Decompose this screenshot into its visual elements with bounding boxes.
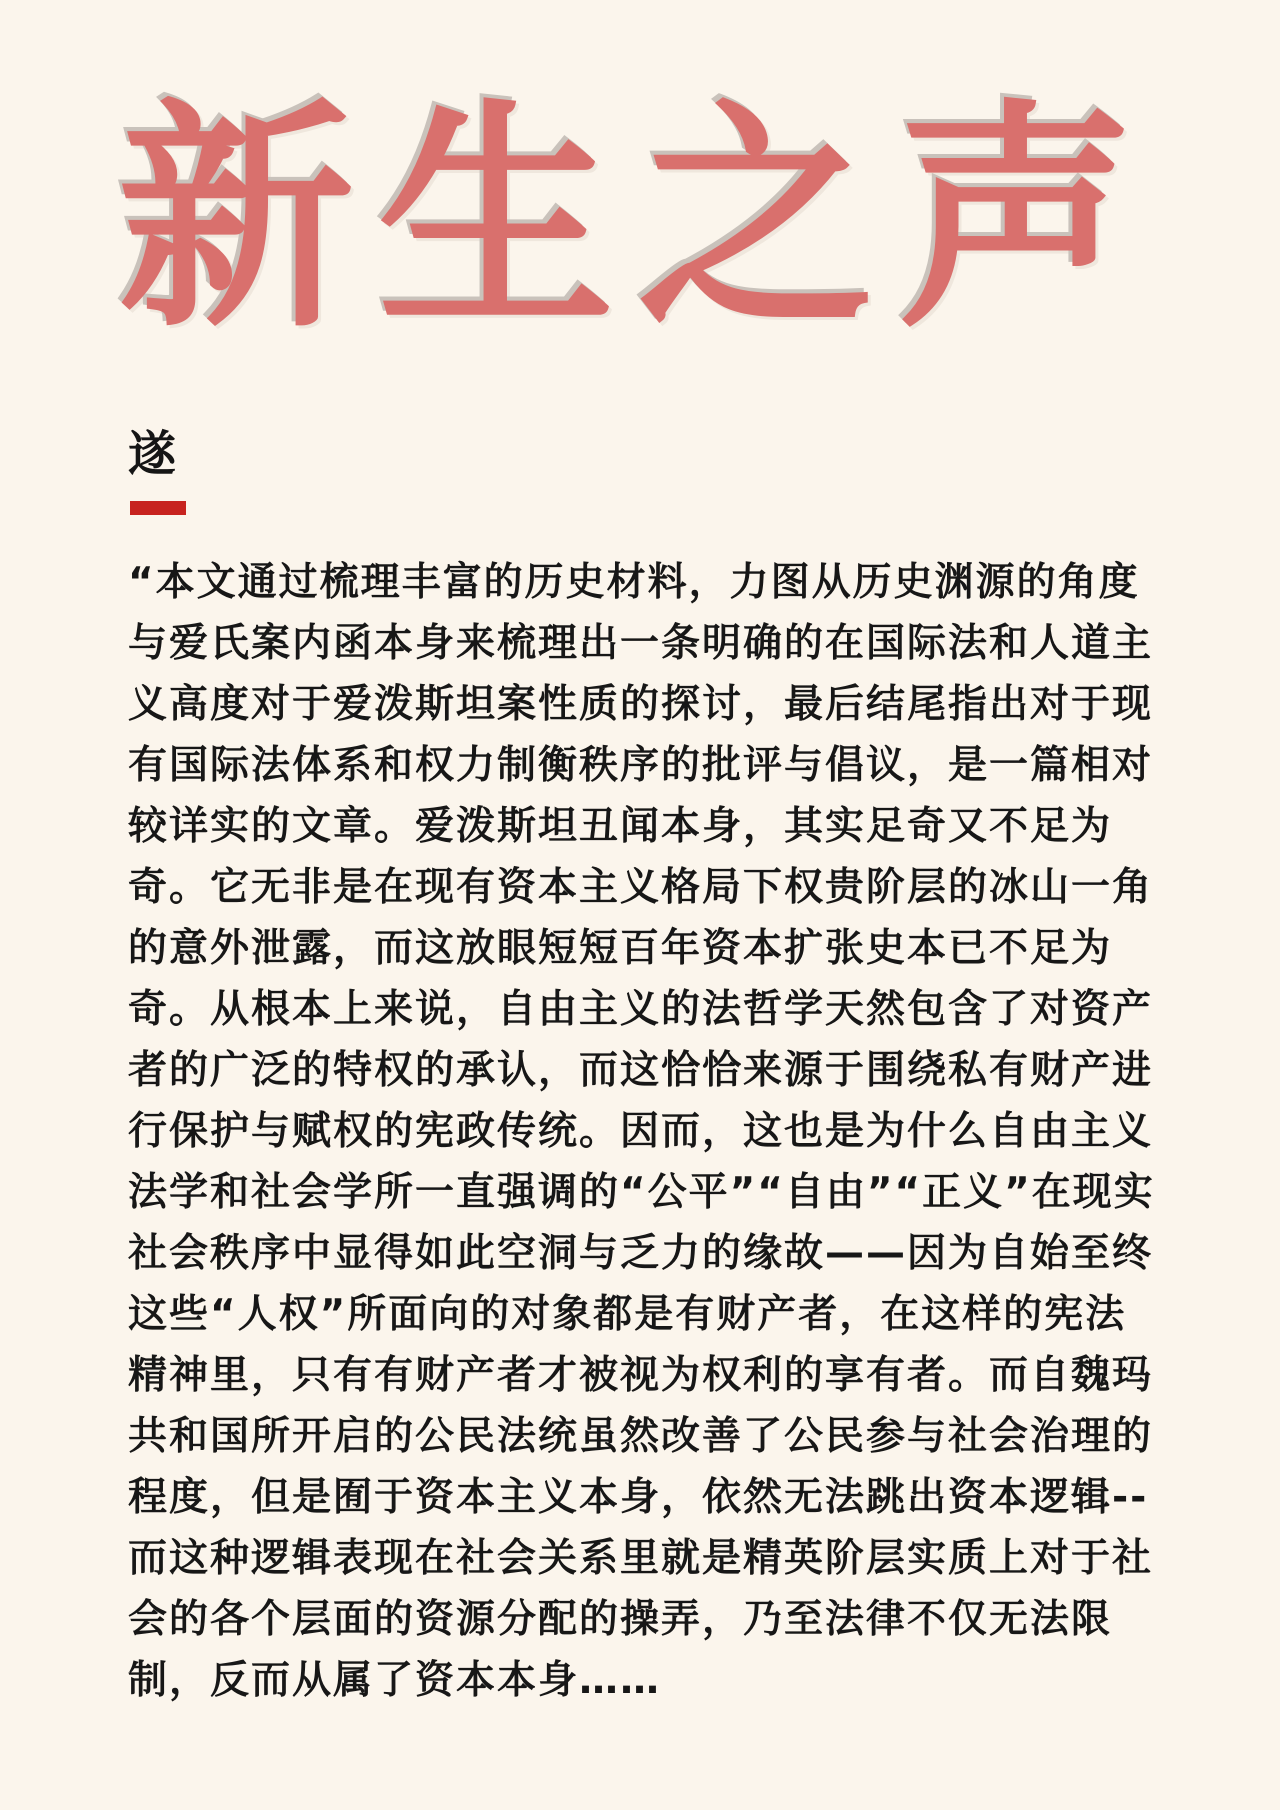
masthead-title: [118, 79, 1134, 360]
article-paragraph: “本文通过梳理丰富的历史材料，力图从历史渊源的角度与爱氏案内函本身来梳理出一条明确的在国际法和人道主义高度对于爱泼斯坦案性质的探讨，最后结尾指出对于现有国际法体系和权力制衡秩序的批评与倡议，是一篇相对较详实的文章。爱泼斯坦丑闻本身，其实足奇又不足为奇。它无非是在现有资本主义格局下权贵阶层的冰山一角的意外泄露，而这放眼短短百年资本扩张史本已不足为奇。从根本上来说，自由主义的法哲学天然包含了对资产者的广泛的特权的承认，而这恰恰来源于围绕私有财产进行保护与赋权的宪政传统。因而，这也是为什么自由主义法学和社会学所一直强调的“公平”“自由”“正义”在现实社会秩序中显得如此空洞与乏力的缘故——因为自始至终这些“人权”所面向的对象都是有财产者，在这样的宪法精神里，只有有财产者才被视为权利的享有者。而自魏玛共和国所开启的公民法统虽然改善了公民参与社会治理的程度，但是囿于资本主义本身，依然无法跳出资本逻辑--而这种逻辑表现在社会关系里就是精英阶层实质上对于社会的各个层面的资源分配的操弄，乃至法律不仅无法限制，反而从属了资本本身……: [128, 560, 1155, 1703]
title-char-4: 声: [897, 79, 1134, 360]
heading-accent-bar: [130, 501, 186, 515]
masthead-title-text: [118, 79, 1134, 360]
section-heading: 遂: [128, 426, 177, 482]
title-char-3: 之: [637, 79, 874, 360]
title-char-2: 生: [377, 79, 614, 360]
title-char-1: 新: [118, 79, 355, 360]
